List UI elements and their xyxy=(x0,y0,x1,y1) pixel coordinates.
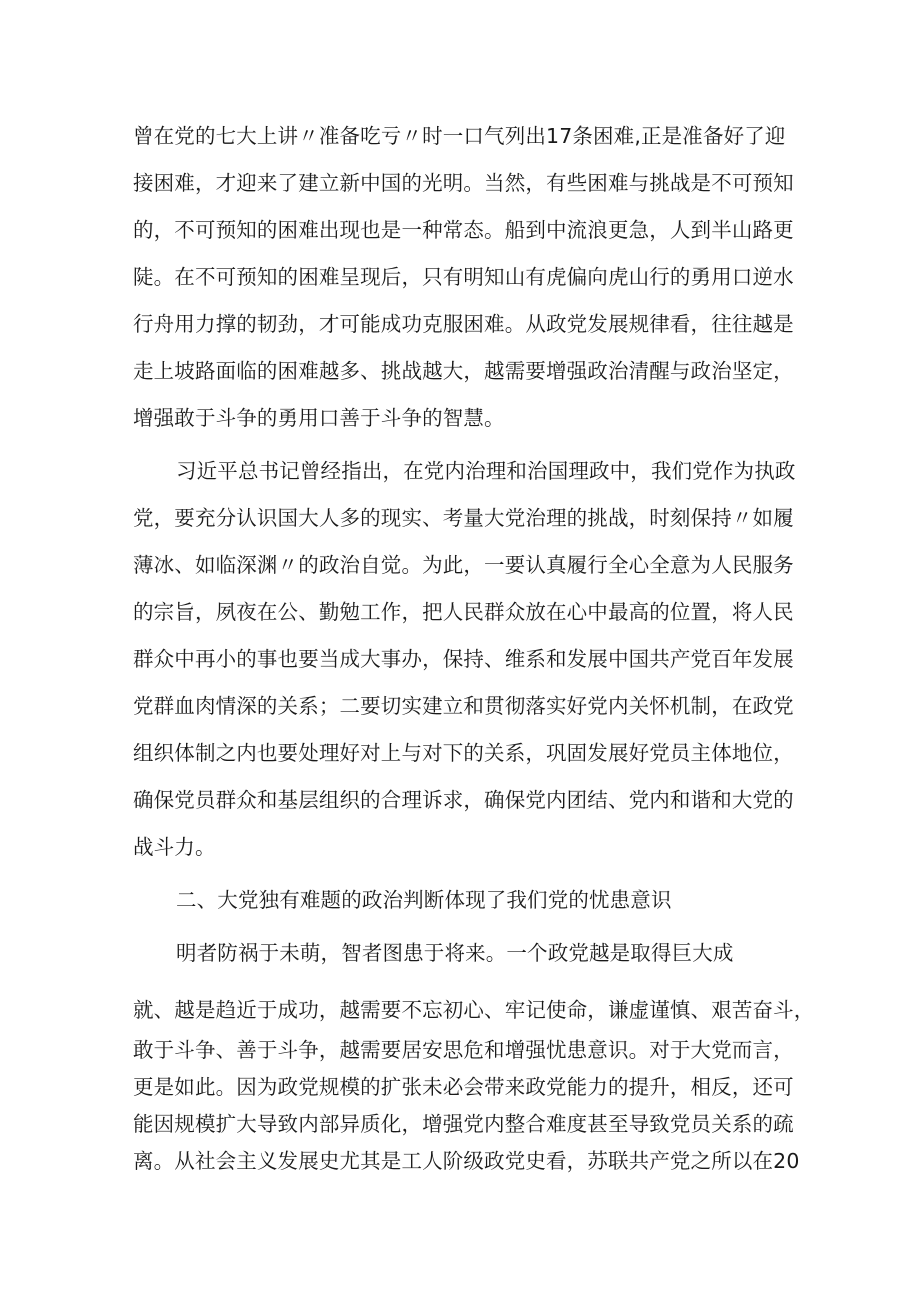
paragraph-2-line-9: 战斗力。 xyxy=(133,835,216,859)
paragraph-2-line-7: 组织体制之内也要处理好对上与对下的关系，巩固发展好党员主体地位， xyxy=(133,741,794,765)
paragraph-3-line-6: 离。从社会主义发展史尤其是工人阶级政党史看，苏联共产党之所以在20 xyxy=(133,1149,800,1173)
paragraph-1-line-7: 增强敢于斗争的勇用口善于斗争的智慧。 xyxy=(133,406,505,430)
section-heading: 二、大党独有难题的政治判断体现了我们党的忧患意识 xyxy=(176,888,672,912)
paragraph-2-line-1: 习近平总书记曾经指出，在党内治理和治国理政中，我们党作为执政 xyxy=(176,459,796,483)
paragraph-3-line-2: 就、越是趋近于成功，越需要不忘初心、牢记使命，谦虚谨慎、艰苦奋斗， xyxy=(133,998,815,1022)
paragraph-1-line-6: 走上坡路面临的困难越多、挑战越大，越需要增强政治清醒与政治坚定， xyxy=(133,359,794,383)
paragraph-1-line-4: 陡。在不可预知的困难呈现后，只有明知山有虎偏向虎山行的勇用口逆水 xyxy=(133,265,794,289)
paragraph-3-line-3: 敢于斗争、善于斗争，越需要居安思危和增强忧患意识。对于大党而言， xyxy=(133,1038,794,1062)
paragraph-1-line-5: 行舟用力撑的韧劲，才可能成功克服困难。从政党发展规律看，往往越是 xyxy=(133,312,794,336)
paragraph-1-line-3: 的，不可预知的困难出现也是一种常态。船到中流浪更急，人到半山路更 xyxy=(133,218,794,242)
paragraph-2-line-4: 的宗旨，夙夜在公、勤勉工作，把人民群众放在心中最高的位置，将人民 xyxy=(133,600,794,624)
paragraph-1-line-1: 曾在党的七大上讲〃准备吃亏〃时一口气列出17条困难,正是准备好了迎 xyxy=(133,124,786,148)
paragraph-2-line-6: 党群血肉情深的关系；二要切实建立和贯彻落实好党内关怀机制，在政党 xyxy=(133,694,794,718)
paragraph-2-line-3: 薄冰、如临深渊〃的政治自觉。为此，一要认真履行全心全意为人民服务 xyxy=(133,553,794,577)
paragraph-2-line-2: 党，要充分认识国大人多的现实、考量大党治理的挑战，时刻保持〃如履 xyxy=(133,506,794,530)
paragraph-3-line-5: 能因规模扩大导致内部异质化，增强党内整合难度甚至导致党员关系的疏 xyxy=(133,1112,794,1136)
paragraph-2-line-5: 群众中再小的事也要当成大事办，保持、维系和发展中国共产党百年发展 xyxy=(133,647,794,671)
paragraph-3-line-4: 更是如此。因为政党规模的扩张未必会带来政党能力的提升，相反，还可 xyxy=(133,1075,794,1099)
paragraph-3-line-1: 明者防祸于未萌，智者图患于将来。一个政党越是取得巨大成 xyxy=(176,941,734,965)
paragraph-2-line-8: 确保党员群众和基层组织的合理诉求，确保党内团结、党内和谐和大党的 xyxy=(133,788,794,812)
paragraph-1-line-2: 接困难，才迎来了建立新中国的光明。当然，有些困难与挑战是不可预知 xyxy=(133,171,794,195)
